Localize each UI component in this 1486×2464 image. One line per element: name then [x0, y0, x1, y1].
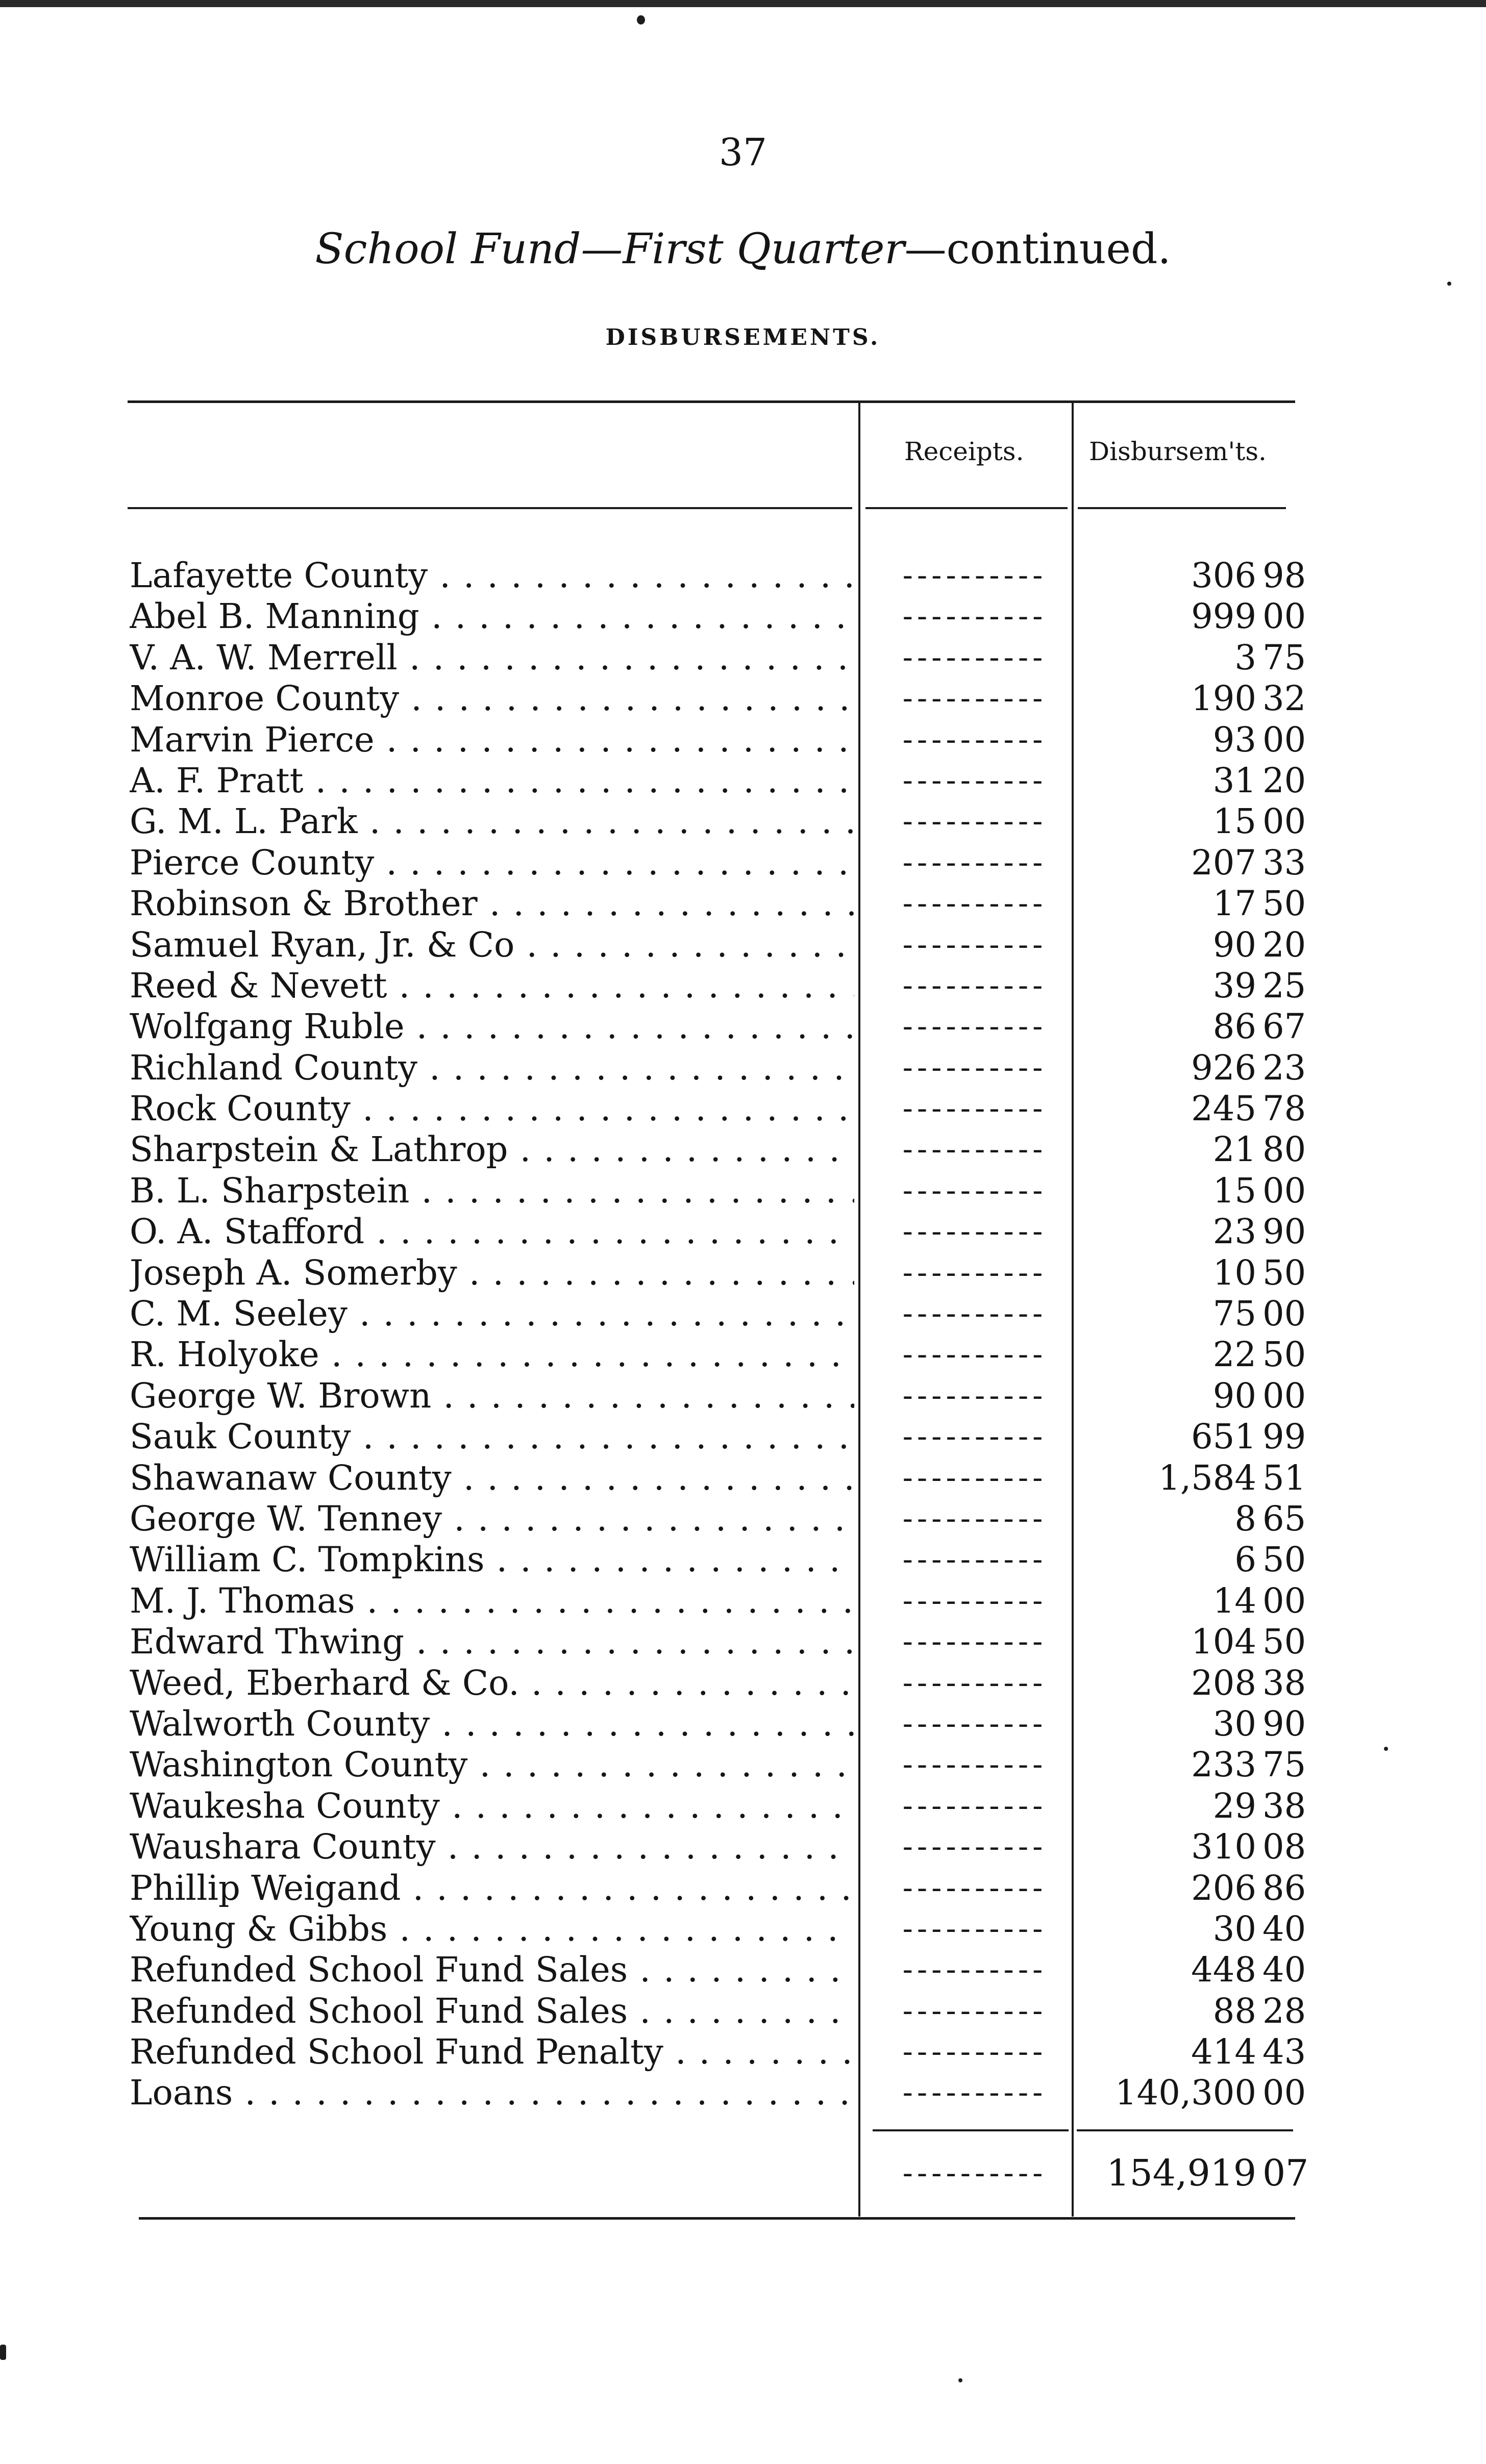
entry-name: C. M. Seeley . . . [130, 1293, 854, 1334]
table-row [130, 1334, 1306, 1375]
ink-speck [0, 2345, 6, 2360]
table-top-rule [128, 400, 1295, 403]
receipts-cell: ---------- [902, 558, 1047, 593]
disbursement-cents: 40 [1262, 1908, 1306, 1949]
disbursement-cents: 99 [1262, 1417, 1306, 1457]
disbursement-dollars: 15 [1212, 1170, 1256, 1211]
disbursement-cents: 00 [1262, 719, 1306, 760]
receipts-cell: ---------- [902, 681, 1047, 717]
disbursement-cents: 38 [1262, 1663, 1306, 1703]
entry-name: Edward Thwing . . . [130, 1621, 854, 1662]
table-row [130, 2072, 1306, 2113]
entry-name: O. A. Stafford . . . [130, 1211, 854, 1252]
disbursement-dollars: 190 [1191, 678, 1256, 719]
disbursement-cents: 51 [1262, 1457, 1306, 1498]
entry-name: M. J. Thomas . . . [130, 1580, 854, 1621]
disbursement-cents: 90 [1262, 1703, 1306, 1744]
disbursement-dollars: 21 [1212, 1129, 1256, 1170]
disbursement-dollars: 22 [1212, 1335, 1256, 1375]
disbursement-dollars: 15 [1212, 801, 1256, 842]
ink-speck [637, 15, 645, 24]
entry-name: R. Holyoke . . . [130, 1334, 854, 1375]
entry-name: Abel B. Manning . . . [130, 596, 854, 637]
table-row [130, 1621, 1306, 1662]
receipts-cell: ---------- [902, 1910, 1047, 1947]
disbursement-dollars: 8 [1234, 1498, 1256, 1539]
receipts-cell: ---------- [902, 844, 1047, 881]
entry-name: Rock County . . . [130, 1088, 854, 1129]
receipts-cell: ---------- [902, 1460, 1047, 1496]
table-row [130, 1580, 1306, 1621]
disbursement-cents: 23 [1262, 1047, 1306, 1088]
disbursement-dollars: 31 [1212, 760, 1256, 800]
disbursement-cents: 20 [1262, 924, 1306, 965]
table-row [130, 1416, 1306, 1457]
disbursement-dollars: 30 [1212, 1703, 1256, 1744]
disbursement-cents: 90 [1262, 1212, 1306, 1252]
entry-name: Sauk County . . . [130, 1416, 854, 1457]
disbursement-dollars: 1,584 [1158, 1457, 1256, 1498]
table-row [130, 555, 1306, 596]
entry-name: B. L. Sharpstein . . . [130, 1170, 854, 1211]
title-italic-part-1: School Fund—First [315, 225, 724, 273]
receipts-cell: ---------- [902, 1296, 1047, 1332]
disbursement-cents: 40 [1262, 1950, 1306, 1990]
table-row [130, 1908, 1306, 1949]
disbursement-cents: 50 [1262, 1252, 1306, 1293]
receipts-cell: ---------- [902, 1377, 1047, 1414]
entry-name: Weed, Eberhard & Co. . . . [130, 1663, 854, 1703]
table-row [130, 1375, 1306, 1416]
disbursement-dollars: 206 [1191, 1868, 1256, 1908]
entry-name: Waukesha County . . . [130, 1786, 854, 1826]
receipts-cell: ---------- [902, 1009, 1047, 1045]
disbursement-cents: 43 [1262, 2032, 1306, 2072]
disbursement-dollars: 414 [1191, 2032, 1256, 2072]
disbursement-dollars: 90 [1212, 1375, 1256, 1416]
receipts-cell: ---------- [902, 1747, 1047, 1783]
disbursement-dollars: 10 [1212, 1252, 1256, 1293]
table-bottom-rule [139, 2217, 1295, 2220]
disbursement-dollars: 310 [1191, 1827, 1256, 1867]
table-row [130, 596, 1306, 637]
entry-name: Washington County . . . [130, 1744, 854, 1785]
title-continued: —continued. [904, 225, 1171, 273]
entry-name: William C. Tompkins . . . [130, 1539, 854, 1580]
disbursement-cents: 67 [1262, 1007, 1306, 1047]
receipts-cell: ---------- [902, 803, 1047, 840]
receipts-cell: ---------- [902, 1132, 1047, 1168]
table-row [130, 1457, 1306, 1498]
entry-name: V. A. W. Merrell . . . [130, 637, 854, 678]
disbursement-dollars: 90 [1212, 924, 1256, 965]
entry-name: George W. Tenney . . . [130, 1498, 854, 1539]
receipts-cell: ---------- [902, 1542, 1047, 1578]
disbursement-cents: 00 [1262, 1170, 1306, 1211]
disbursement-dollars: 208 [1191, 1663, 1256, 1703]
disbursement-cents: 78 [1262, 1089, 1306, 1129]
table-row [130, 1047, 1306, 1088]
disbursement-cents: 32 [1262, 678, 1306, 719]
receipts-cell: ---------- [902, 1788, 1047, 1824]
disbursement-dollars: 39 [1212, 965, 1256, 1005]
table-row [130, 1949, 1306, 1990]
entry-name: Walworth County . . . [130, 1703, 854, 1744]
disbursement-dollars: 29 [1212, 1786, 1256, 1826]
receipts-cell: ---------- [902, 598, 1047, 635]
table-row [130, 1088, 1306, 1129]
entry-name: Shawanaw County . . . [130, 1457, 854, 1498]
receipts-cell: ---------- [902, 1705, 1047, 1742]
receipts-cell: ---------- [902, 2075, 1047, 2111]
table-row [130, 1498, 1306, 1539]
disbursement-dollars: 14 [1212, 1580, 1256, 1621]
receipts-cell: ---------- [902, 1337, 1047, 1373]
disbursement-cents: 25 [1262, 965, 1306, 1005]
disbursement-cents: 50 [1262, 1335, 1306, 1375]
entry-name: Samuel Ryan, Jr. & Co . . . [130, 924, 854, 965]
entry-name: Marvin Pierce . . . [130, 719, 854, 760]
disbursement-dollars: 17 [1212, 884, 1256, 924]
disbursement-cents: 80 [1262, 1129, 1306, 1170]
disbursement-cents: 00 [1262, 596, 1306, 637]
page-top-edge [0, 0, 1486, 7]
disbursements-column-header: Disbursem'ts. [1089, 437, 1267, 466]
entry-name: Robinson & Brother . . . [130, 883, 854, 924]
entry-name: Reed & Nevett . . . [130, 965, 854, 1006]
table-row [130, 842, 1306, 883]
disbursement-dollars: 75 [1212, 1294, 1256, 1334]
table-row [130, 1293, 1306, 1334]
table-row [130, 760, 1306, 801]
receipts-cell: ---------- [902, 721, 1047, 758]
entry-name: Sharpstein & Lathrop . . . [130, 1129, 854, 1170]
ink-speck [1447, 282, 1451, 286]
running-title [0, 225, 1486, 273]
total-row [130, 2150, 1309, 2196]
table-row [130, 1991, 1306, 2031]
receipts-cell: ---------- [902, 639, 1047, 675]
disbursement-dollars: 207 [1191, 842, 1256, 883]
disbursement-dollars: 6 [1234, 1540, 1256, 1580]
disbursement-cents: 65 [1262, 1498, 1306, 1539]
disbursement-dollars: 651 [1191, 1417, 1256, 1457]
entry-name: Joseph A. Somerby . . . [130, 1252, 854, 1293]
disbursement-cents: 50 [1262, 1622, 1306, 1662]
receipts-cell: ---------- [902, 1049, 1047, 1086]
receipts-cell: ---------- [902, 1665, 1047, 1701]
receipts-cell: ---------- [902, 1829, 1047, 1865]
receipts-cell: ---------- [902, 1870, 1047, 1906]
receipts-cell: ---------- [902, 762, 1047, 798]
receipts-cell: ---------- [902, 1254, 1047, 1291]
entry-name: Refunded School Fund Sales . . . [130, 1991, 854, 2031]
entry-name: Monroe County . . . [130, 678, 854, 719]
disbursement-cents: 00 [1262, 1294, 1306, 1334]
disbursement-dollars: 30 [1212, 1908, 1256, 1949]
disbursement-cents: 50 [1262, 1540, 1306, 1580]
disbursement-dollars: 93 [1212, 719, 1256, 760]
receipts-cell: ---------- [902, 1952, 1047, 1988]
table-row [130, 1170, 1306, 1211]
receipts-cell: ---------- [902, 1624, 1047, 1660]
table-row [130, 1211, 1306, 1252]
disbursement-cents: 86 [1262, 1868, 1306, 1908]
disbursement-dollars: 306 [1191, 556, 1256, 595]
title-italic-part-2: Quarter [736, 225, 905, 273]
receipts-cell: ---------- [902, 1993, 1047, 2029]
total-cents: 07 [1262, 2152, 1309, 2194]
disbursement-cents: 00 [1262, 1375, 1306, 1416]
disbursement-dollars: 233 [1191, 1745, 1256, 1785]
ink-speck [958, 2378, 962, 2382]
table-row [130, 1129, 1306, 1170]
disbursement-dollars: 999 [1191, 596, 1256, 637]
table-row [130, 678, 1306, 719]
total-rule-disbursements [1077, 2129, 1293, 2131]
table-row [130, 1006, 1306, 1047]
table-row [130, 1786, 1306, 1826]
disbursement-dollars: 104 [1191, 1622, 1256, 1662]
page-number: 37 [719, 131, 767, 174]
receipts-cell: ---------- [902, 1091, 1047, 1127]
disbursement-cents: 50 [1262, 884, 1306, 924]
entry-name: Loans . . . [130, 2072, 854, 2113]
disbursement-cents: 20 [1262, 760, 1306, 800]
entry-name: Wolfgang Ruble . . . [130, 1006, 854, 1047]
table-row [130, 637, 1306, 678]
disbursement-dollars: 245 [1191, 1089, 1256, 1129]
entry-name: A. F. Pratt . . . [130, 760, 854, 801]
table-row [130, 924, 1306, 965]
receipts-cell: ---------- [902, 1172, 1047, 1209]
table-row [130, 1539, 1306, 1580]
disbursement-cents: 08 [1262, 1827, 1306, 1867]
table-row [130, 883, 1306, 924]
entry-name: Lafayette County . . . [130, 555, 854, 596]
table-row [130, 801, 1306, 842]
entry-name: Refunded School Fund Sales . . . [130, 1949, 854, 1990]
table-row [130, 719, 1306, 760]
disbursement-dollars: 926 [1191, 1047, 1256, 1088]
disbursement-dollars: 448 [1191, 1950, 1256, 1990]
disbursement-cents: 00 [1262, 2073, 1306, 2113]
header-bottom-rule-left [128, 507, 852, 509]
receipts-cell: ---------- [902, 1500, 1047, 1537]
receipts-cell: ---------- [902, 886, 1047, 922]
disbursement-cents: 75 [1262, 637, 1306, 677]
table-row [130, 1826, 1306, 1867]
disbursement-cents: 00 [1262, 1580, 1306, 1621]
receipts-cell: ---------- [902, 967, 1047, 1003]
entry-name: G. M. L. Park . . . [130, 801, 854, 842]
section-heading: DISBURSEMENTS. [605, 324, 881, 350]
disbursement-cents: 00 [1262, 801, 1306, 842]
disbursement-cents: 75 [1262, 1745, 1306, 1785]
entry-name: Young & Gibbs . . . [130, 1908, 854, 1949]
receipts-cell: ---------- [902, 1419, 1047, 1455]
total-rule-receipts [873, 2129, 1069, 2131]
table-row [130, 965, 1306, 1006]
table-row [130, 1744, 1306, 1785]
table-row [130, 2031, 1306, 2072]
entry-name: Pierce County . . . [130, 842, 854, 883]
header-bottom-rule-mid [865, 507, 1068, 509]
receipts-cell: ---------- [902, 1582, 1047, 1619]
disbursement-cents: 33 [1262, 842, 1306, 883]
disbursement-dollars: 88 [1212, 1991, 1256, 2031]
table-row [130, 1868, 1306, 1908]
header-bottom-rule-right [1078, 507, 1286, 509]
entry-name: Richland County . . . [130, 1047, 854, 1088]
total-receipts-cell: ---------- [902, 2155, 1047, 2191]
disbursement-dollars: 3 [1234, 637, 1256, 677]
entry-name: Refunded School Fund Penalty . . . [130, 2031, 854, 2072]
disbursement-dollars: 140,300 [1114, 2073, 1256, 2113]
disbursement-dollars: 23 [1212, 1212, 1256, 1252]
total-dollars: 154,919 [1106, 2152, 1256, 2194]
receipts-column-header: Receipts. [904, 437, 1024, 466]
table-row [130, 1252, 1306, 1293]
disbursement-cents: 38 [1262, 1786, 1306, 1826]
disbursement-cents: 28 [1262, 1991, 1306, 2031]
disbursement-cents: 98 [1262, 556, 1306, 595]
ledger-body [130, 555, 1306, 2114]
entry-name: Waushara County . . . [130, 1826, 854, 1867]
receipts-cell: ---------- [902, 2034, 1047, 2070]
entry-name: George W. Brown . . . [130, 1375, 854, 1416]
receipts-cell: ---------- [902, 926, 1047, 963]
receipts-cell: ---------- [902, 1214, 1047, 1250]
table-row [130, 1703, 1306, 1744]
disbursement-dollars: 86 [1212, 1007, 1256, 1047]
ink-speck [1384, 1747, 1388, 1751]
table-row [130, 1663, 1306, 1703]
entry-name: Phillip Weigand . . . [130, 1868, 854, 1908]
